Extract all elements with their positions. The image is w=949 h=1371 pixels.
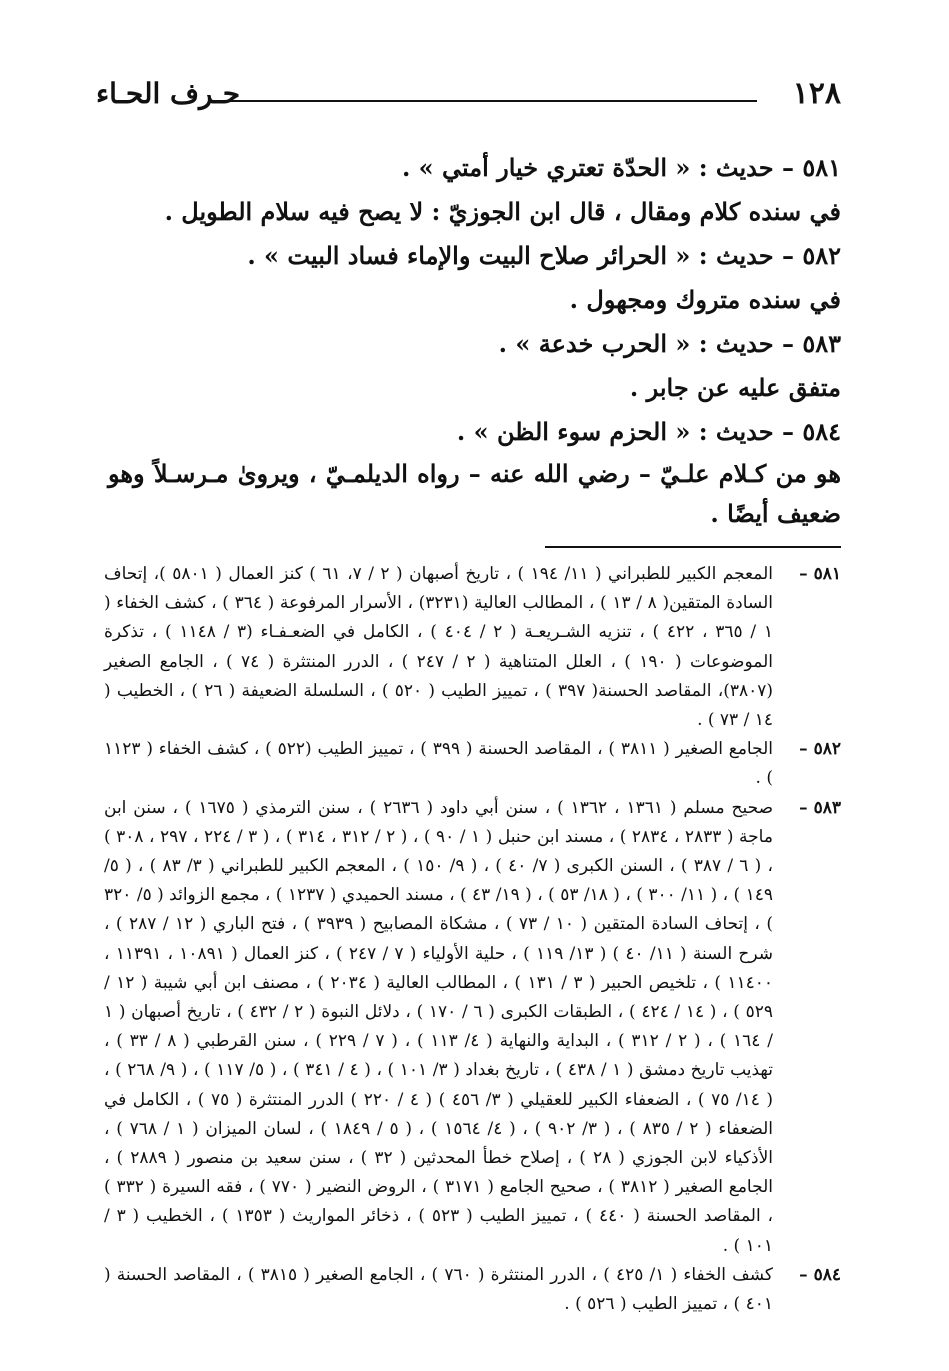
footnote-number: ٥٨٢ – — [799, 739, 841, 760]
footnote-text: كشف الخفاء ( ١/ ٤٢٥ ) ، الدرر المنتثرة ( ٧٦٠ ) ، الجامع الصغير ( ٣٨١٥ ) ، المقاصد الحسنة ( ٤٠١ ) ، تمييز الطيب ( ٥٢٦ ) . — [104, 1264, 773, 1315]
hadith-584-comment: هو من كـلام علـيّ – رضي الله عنه – رواه الديلمـيّ ، ويروىٰ مـرسـلاً وهو ضعيف أيضًا . — [108, 459, 841, 528]
hadith-582-title: ٥٨٢ – حديث : « الحرائر صلاح البيت والإماء فساد البيت » . — [247, 241, 841, 270]
footnotes — [104, 560, 841, 1319]
hadith-581-comment: في سنده كلام ومقال ، قال ابن الجوزيّ : لا يصح فيه سلام الطويل . — [164, 197, 841, 226]
header-rule — [226, 100, 757, 102]
footnote-text: الجامع الصغير ( ٣٨١١ ) ، المقاصد الحسنة ( ٣٩٩ ) ، تمييز الطيب (٥٢٢ ) ، كشف الخفاء ( ١١٢٣ ) . — [104, 739, 773, 789]
footnote-text: المعجم الكبير للطبراني ( ١١/ ١٩٤ ) ، تاريخ أصبهان ( ٢ / ٧، ٦١ ) كنز العمال ( ٥٨٠١ )، إتحاف السادة المتقين( ٨ / ١٣ ) ، المطالب العالية (٣٢٣١) ، الأسرار المرفوعة ( ٣٦٤ ) ، كشف الخفاء ( ١ / ٣٦٥ ، ٤٢٢ ) ، تنزيه الشـريعـة ( ٢ / ٤٠٤ ) ، الكامل في الضعـفـاء (٣ / ١١٤٨ ) ، تذكرة الموضوعات ( ١٩٠ ) ، العلل المتناهية ( ٢ / ٢٤٧ ) ، الدرر المنتثرة ( ٧٤ ) ، الجامع الصغير (٣٨٠٧)، المقاصد الحسنة( ٣٩٧ ) ، تمييز الطيب ( ٥٢٠ ) ، السلسلة الضعيفة ( ٢٦ ) ، الخطيب ( ١٤ / ٧٣ ) . — [104, 564, 774, 731]
footnote-number: ٥٨٣ – — [799, 797, 841, 818]
main-text — [108, 146, 841, 534]
footnote-584 — [104, 1261, 841, 1319]
footnote-583 — [104, 794, 841, 1261]
hadith-584-title: ٥٨٤ – حديث : « الحزم سوء الظن » . — [456, 417, 841, 446]
footnote-581 — [104, 560, 841, 735]
hadith-583-comment: متفق عليه عن جابر . — [629, 373, 841, 402]
chapter-title: حـرف الحـاء — [96, 77, 241, 110]
footnote-number: ٥٨١ – — [799, 564, 841, 584]
footnote-separator — [545, 546, 841, 548]
hadith-583-title: ٥٨٣ – حديث : « الحرب خدعة » . — [498, 329, 841, 358]
hadith-581-title: ٥٨١ – حديث : « الحدّة تعتري خيار أمتي » . — [401, 153, 841, 182]
footnote-number: ٥٨٤ – — [799, 1264, 841, 1285]
page-number: ١٢٨ — [792, 76, 841, 111]
footnote-text: صحيح مسلم ( ١٣٦١ ، ١٣٦٢ ) ، سنن أبي داود ( ٢٦٣٦ ) ، سنن الترمذي ( ١٦٧٥ ) ، سنن ابن ماجة ( ٢٨٣٣ ، ٢٨٣٤ ) ، مسند ابن حنبل ( ١ / ٩٠ ) ، ( ٢ / ٣١٢ ، ٣١٤ ) ، ( ٣ / ٢٢٤ ، ٢٩٧ ، ٣٠٨ ) ، ( ٦ / ٣٨٧ ) ، السنن الكبرى ( ٧/ ٤٠ ) ، ( ٩/ ١٥٠ ) ، المعجم الكبير للطبراني ( ٣/ ٨٣ ) ، ( ٥/ ١٤٩ ) ، ( ١١/ ٣٠٠ ) ، ( ١٨/ ٥٣ ) ، ( ١٩/ ٤٣ ) ، مسند الحميدي ( ١٢٣٧ ) ، مجمع الزوائد ( ٥/ ٣٢٠ ) ، إتحاف السادة المتقين ( ١٠ / ٧٣ ) ، مشكاة المصابيح ( ٣٩٣٩ ) ، فتح الباري ( ١٢ / ٢٨٧ ) ، شرح السنة ( ١١/ ٤٠ ) ( ١٣/ ١١٩ ) ، حلية الأولياء ( ٧ / ٢٤٧ ) ، كنز العمال ( ١٠٨٩١ ، ١١٣٩١ ، ١١٤٠٠ ) ، تلخيص الحبير ( ٣ / ١٣١ ) ، المطالب العالية ( ٢٠٣٤ ) ، مصنف ابن أبي شيبة ( ١٢ / ٥٢٩ ) ، ( ١٤ / ٤٢٤ ) ، الطبقات الكبرى ( ٦ / ١٧٠ ) ، دلائل النبوة ( ٢ / ٤٣٢ ) ، تاريخ أصبهان ( ١ / ١٦٤ ) ، ( ٢ / ٣١٢ ) ، البداية والنهاية ( ٤/ ١١٣ ) ، ( ٧ / ٢٢٩ ) ، سنن القرطبي ( ٨ / ٣٣ ) ، تهذيب تاريخ دمشق ( ١ / ٤٣٨ ) ، تاريخ بغداد ( ٣/ ١٠١ ) ، ( ٤ / ٣٤١ ) ، ( ٥/ ١١٧ ) ، ( ٩/ ٢٦٨ ) ، ( ١٤/ ٧٥ ) ، الضعفاء الكبير للعقيلي ( ٣/ ٤٥٦ ) ( ٤ / ٢٢٠ ) الدرر المنتثرة ( ٧٥ ) ، الكامل في الضعفاء ( ٢ / ٨٣٥ ) ، ( ٣/ ٩٠٢ ) ، ( ٤/ ١٥٦٤ ) ، ( ٥ / ١٨٤٩ ) ، لسان الميزان ( ١ / ٧٦٨ ) ، الأذكياء لابن الجوزي ( ٢٨ ) ، إصلاح خطأ المحدثين ( ٣٢ ) ، سنن سعيد بن منصور ( ٢٨٨٩ ) ، الجامع الصغير ( ٣٨١٢ ) ، صحيح الجامع ( ٣١٧١ ) ، الروض النضير ( ٧٧٠ ) ، فقه السيرة ( ٣٣٢ ) ، المقاصد الحسنة ( ٤٤٠ ) ، تمييز الطيب ( ٥٢٣ ) ، ذخائر المواريث ( ١٣٥٣ ) ، الخطيب ( ٣ / ١٠١ ) . — [104, 797, 774, 1256]
hadith-582-comment: في سنده متروك ومجهول . — [569, 285, 841, 314]
footnote-582 — [104, 735, 841, 793]
page-header — [96, 74, 841, 114]
